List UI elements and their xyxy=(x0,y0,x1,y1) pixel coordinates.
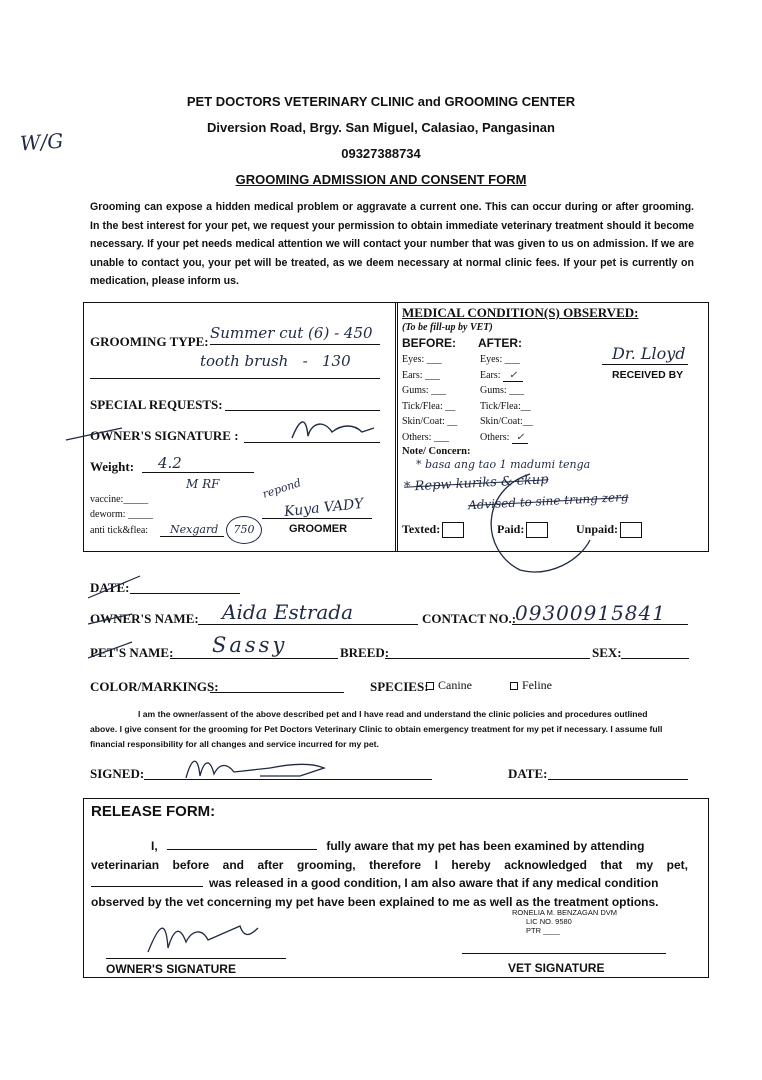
species-label: SPECIES: xyxy=(370,679,429,694)
intro-paragraph: Grooming can expose a hidden medical problem or aggravate a current one. This can occur during or after grooming. In the best interest for your pet, we request your permission to obtain immediate veterinary treatment should it become necessary. If your pet needs medical attention we will contact your number that was given to us on admission. If we are unable to contact you, your pet will be treated, as we deem necessary at normal clinic fees. If your pet is currently on medication, please inform us. xyxy=(90,201,694,287)
vet-signature-caption: VET SIGNATURE xyxy=(508,961,605,975)
after-item: Gums: ___ xyxy=(480,385,525,396)
clinic-name: PET DOCTORS VETERINARY CLINIC and GROOMING CENTER xyxy=(186,94,576,109)
clinic-phone: 09327388734 xyxy=(341,146,421,161)
canine-checkbox[interactable] xyxy=(426,682,434,690)
owner-name-label: OWNER'S NAME: xyxy=(90,611,199,626)
before-item: Skin/Coat: __ xyxy=(402,416,458,427)
after-item: Ears: ✓ xyxy=(480,368,533,384)
antitick-label: anti tick&flea: xyxy=(90,525,149,536)
form-title: GROOMING ADMISSION AND CONSENT FORM xyxy=(235,172,527,187)
owner-signature-scribble xyxy=(62,410,382,450)
weight-note: M RF xyxy=(186,477,220,491)
after-label: AFTER: xyxy=(478,336,522,350)
weight-label: Weight: xyxy=(90,459,135,474)
species-feline[interactable]: Feline xyxy=(510,678,552,693)
signed-signature xyxy=(180,752,330,786)
after-item: Tick/Flea:__ xyxy=(480,400,531,412)
received-by-label: RECEIVED BY xyxy=(612,369,684,381)
consent-text xyxy=(90,707,694,752)
pet-name-label: PET'S NAME: xyxy=(90,645,174,660)
margin-note: W/G xyxy=(19,128,65,156)
clinic-address: Diversion Road, Brgy. San Miguel, Calasiao, Pangasinan xyxy=(207,120,555,135)
note-label: Note/ Concern: xyxy=(402,446,471,457)
grooming-type-value-2: tooth brush - 130 xyxy=(200,352,351,370)
antitick-price: 750 xyxy=(226,516,262,544)
breed-label: BREED: xyxy=(340,645,390,660)
before-item: Others: ___ xyxy=(402,431,449,443)
paid-checkbox[interactable] xyxy=(526,522,548,538)
release-line-1: I, fully aware that my pet has been examined by attending xyxy=(151,839,645,853)
before-item: Tick/Flea: __ xyxy=(402,400,456,412)
release-line-4: observed by the vet concerning my pet have been explained to me as well as the treatment options. xyxy=(91,894,659,909)
after-list xyxy=(480,352,533,445)
paid-label: Paid: xyxy=(497,522,548,538)
deworm-label: deworm: _____ xyxy=(90,509,154,520)
received-by-name: Dr. Lloyd xyxy=(612,344,686,363)
release-line-3: was released in a good condition, I am also aware that if any medical condition xyxy=(91,874,688,893)
special-requests-label: SPECIAL REQUESTS: xyxy=(90,397,223,412)
pet-name-value: Sassy xyxy=(212,633,288,657)
after-item: Skin/Coat:__ xyxy=(480,416,533,427)
note-line-1: * basa ang tao 1 madumi tenga xyxy=(416,458,591,471)
unpaid-label: Unpaid: xyxy=(576,522,642,538)
after-item: Others: ✓ xyxy=(480,430,533,446)
consent-line-3: financial responsibility for all changes and service incurred for my pet. xyxy=(90,739,379,749)
before-list xyxy=(402,352,457,445)
weight-value: 4.2 xyxy=(158,454,182,472)
consent-line-2: above. I give consent for the grooming for Pet Doctors Veterinary Clinic to obtain emergency treatment for my pet if necessary. I assume full xyxy=(90,724,663,734)
groomer-name: Kuya VADY xyxy=(283,495,365,521)
texted-checkbox[interactable] xyxy=(442,522,464,538)
signed-label: SIGNED: xyxy=(90,766,145,781)
unpaid-checkbox[interactable] xyxy=(620,522,642,538)
note-line-3: Advised to sine trung zerg xyxy=(467,489,629,513)
contact-value: 09300915841 xyxy=(515,601,666,625)
contact-label: CONTACT NO.: xyxy=(422,611,517,626)
medical-subtitle: (To be fill-up by VET) xyxy=(402,322,493,333)
after-item: Eyes: ___ xyxy=(480,354,520,365)
release-line-2: veterinarian before and after grooming, therefore I hereby acknowledged that my pet, xyxy=(91,857,688,872)
before-label: BEFORE: xyxy=(402,336,456,350)
before-item: Eyes: ___ xyxy=(402,354,442,365)
release-title: RELEASE FORM: xyxy=(91,803,216,820)
groomer-note: repond xyxy=(260,476,303,501)
ears-check-mark: ✓ xyxy=(503,370,523,382)
vet-stamp: RONELIA M. BENZAGAN DVM LIC NO. 9580 PTR ____ xyxy=(512,908,618,935)
others-check-mark: ✓ xyxy=(512,432,528,444)
label-strike-marks xyxy=(80,568,240,668)
date-label: DATE: xyxy=(90,580,130,595)
medical-title: MEDICAL CONDITION(S) OBSERVED: xyxy=(402,305,639,320)
vaccine-label: vaccine:_____ xyxy=(90,494,149,505)
owner-name-value: Aida Estrada xyxy=(222,600,354,624)
consent-line-1: I am the owner/assent of the above described pet and I have read and understand the clinic policies and procedures outlined xyxy=(138,709,648,719)
before-item: Ears: ___ xyxy=(402,369,441,381)
color-label: COLOR/MARKINGS: xyxy=(90,679,219,694)
texted-label: Texted: xyxy=(402,522,464,538)
owner-signature-label: OWNER'S SIGNATURE : xyxy=(90,428,239,443)
grooming-type-label: GROOMING TYPE: xyxy=(90,334,209,349)
sex-label: SEX: xyxy=(592,645,622,660)
owner-release-signature xyxy=(140,912,270,960)
grooming-type-value-1: Summer cut (6) - 450 xyxy=(210,324,373,342)
groomer-label: GROOMER xyxy=(289,523,348,535)
owner-signature-caption: OWNER'S SIGNATURE xyxy=(106,962,236,976)
note-line-2: * Repw kuriks & ckup xyxy=(403,472,549,495)
feline-checkbox[interactable] xyxy=(510,682,518,690)
consent-date-label: DATE: xyxy=(508,766,548,781)
release-body xyxy=(91,837,688,911)
antitick-value: Nexgard xyxy=(170,523,219,536)
species-canine[interactable]: Canine xyxy=(426,678,472,693)
before-item: Gums: ___ xyxy=(402,385,447,396)
